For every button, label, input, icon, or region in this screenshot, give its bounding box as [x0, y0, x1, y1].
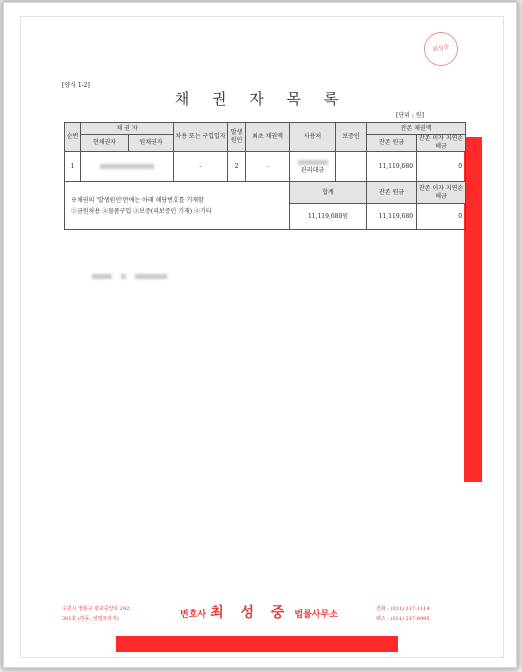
phone-number: 전화 : (031) 217-1114: [376, 606, 430, 612]
header-initial-amount: 최초 채권액: [246, 123, 290, 152]
red-redaction-bar-bottom: [116, 636, 398, 652]
total-principal-label: 잔존 원금: [367, 182, 417, 204]
row-principal: 11,119,680: [367, 152, 417, 182]
document-title: 채 권 자 목 록: [174, 90, 348, 108]
firm-suffix: 법률사무소: [294, 610, 338, 620]
header-principal: 잔존 원금: [367, 135, 417, 152]
total-principal: 11,119,680: [367, 204, 417, 230]
total-interest-label: 잔존 이자 지연손해금: [417, 182, 466, 204]
header-remaining: 잔존 채권액: [367, 123, 466, 135]
seal-text: 최성중: [431, 43, 451, 54]
header-seq: 순번: [65, 123, 81, 152]
total-label: 합계: [290, 182, 367, 204]
row-cause: 2: [228, 152, 246, 182]
unit-label: [단위 : 원]: [396, 112, 424, 119]
header-purpose: 사용처: [290, 123, 336, 152]
row-purpose-text: 관리대금: [300, 166, 325, 174]
header-current-creditor: 현채권자: [81, 135, 129, 152]
fax-number: 팩스 : (031) 217-8995: [376, 616, 430, 622]
redacted-text-line: [92, 266, 167, 285]
redacted-text-3: [135, 274, 167, 279]
table-row: [65, 152, 466, 182]
row-purpose: [290, 152, 336, 182]
total-interest: 0: [417, 204, 466, 230]
address-line-1: 수원시 영통구 광교중앙로 242,: [62, 606, 132, 612]
red-redaction-bar-right: [464, 137, 482, 482]
footer-contacts: [376, 604, 430, 624]
header-guarantor: 보증인: [336, 123, 367, 152]
firm-lawyer-name: 최 성 중: [210, 605, 291, 621]
total-amount: 11,119,680원: [290, 204, 367, 230]
document-page: [20, 16, 504, 658]
redacted-purpose-detail: [298, 160, 328, 165]
note-line-2: ①금원차용 ②물품구입 ③보증(피보증인 기재) ④기타: [71, 207, 212, 215]
footer-address: [62, 604, 131, 624]
creditor-table: [64, 122, 466, 230]
address-line-2: 301호 (하동, 성영프라자): [62, 616, 119, 622]
header-row-1: [65, 123, 466, 135]
row-guarantor: [336, 152, 367, 182]
header-creditor: 채 권 자: [81, 123, 174, 135]
header-cause: 발생 원인: [228, 123, 246, 152]
row-seq: 1: [65, 152, 81, 182]
firm-prefix: 변호사: [180, 610, 207, 620]
header-interest: 잔존 이자 지연손해금: [417, 135, 466, 152]
cause-code-note: [65, 182, 290, 230]
row-loan-date: -: [174, 152, 228, 182]
law-firm-name: [180, 602, 338, 622]
redacted-creditor-name: [100, 164, 154, 169]
row-creditor-redacted: [81, 152, 174, 182]
form-number: [양식 1-2]: [62, 82, 90, 89]
totals-row-1: [65, 182, 466, 204]
redacted-text-1: [92, 274, 112, 279]
header-loan-date: 차용 또는 구입일자: [174, 123, 228, 152]
header-original-creditor: 원채권자: [129, 135, 174, 152]
redacted-text-2: [121, 274, 126, 279]
row-interest: 0: [417, 152, 466, 182]
row-initial-amount: -: [246, 152, 290, 182]
note-line-1: ※채권의 '발생원인'란에는 아래 해당번호를 기재함: [71, 196, 204, 204]
